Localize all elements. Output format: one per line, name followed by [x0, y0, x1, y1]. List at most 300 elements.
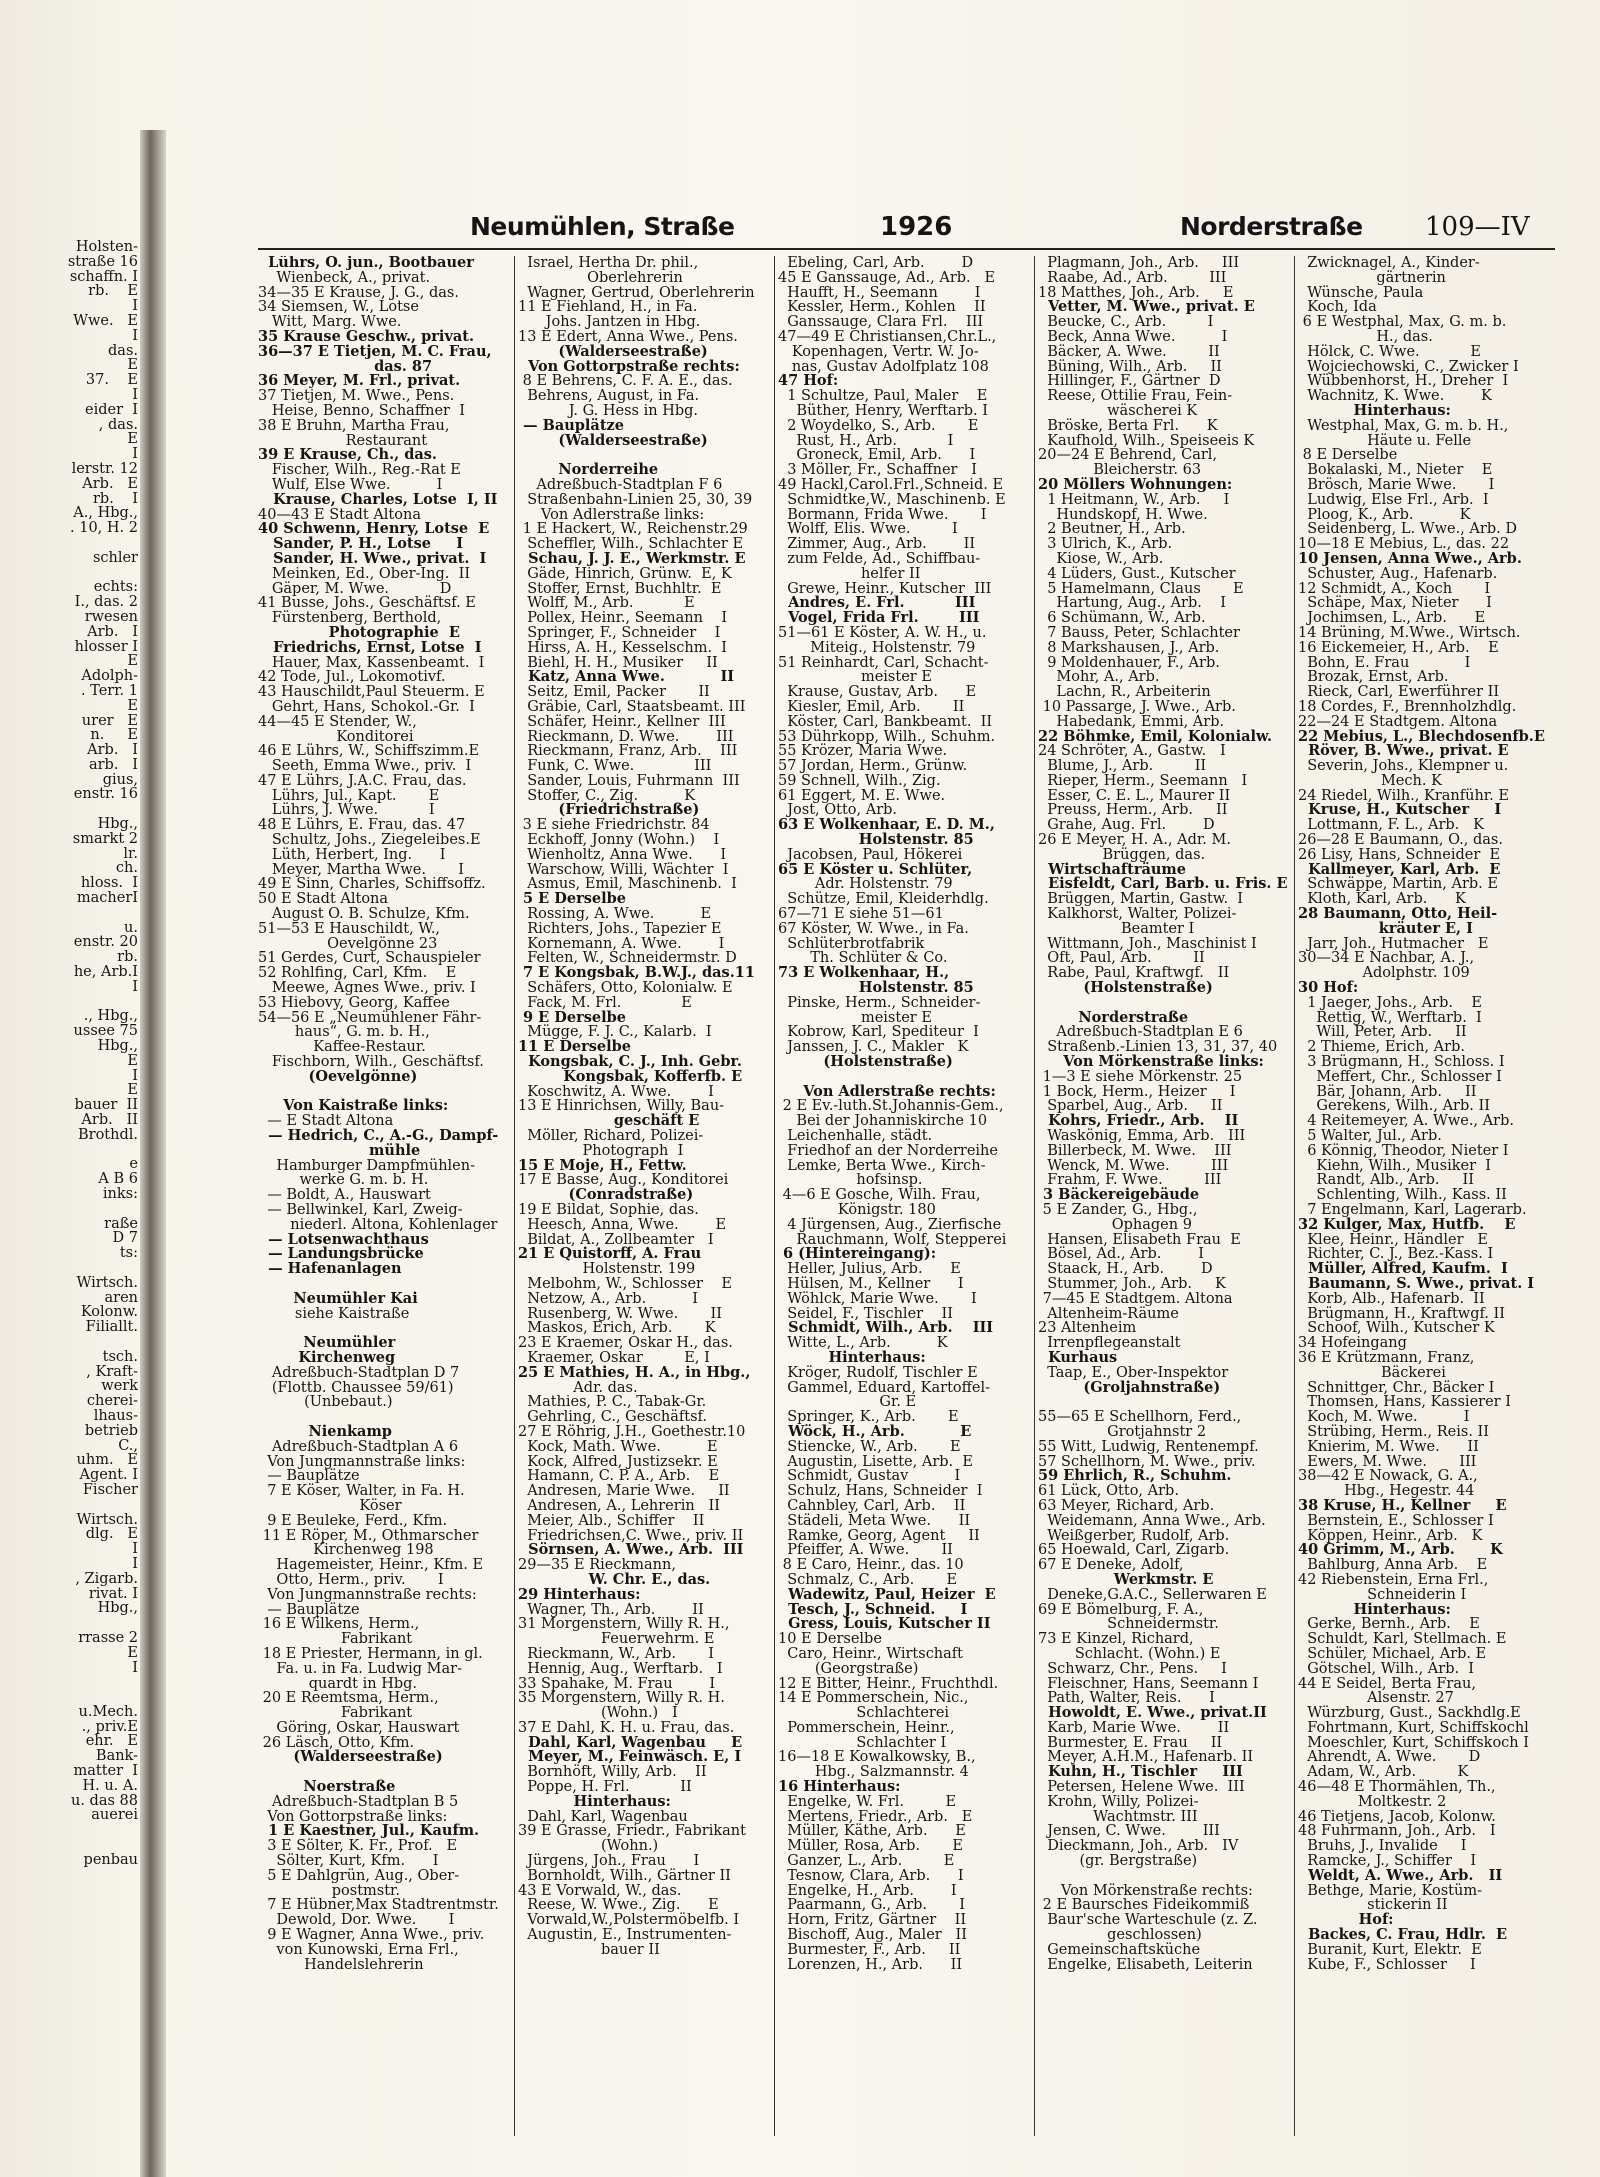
directory-entry: — Hedrich, C., A.-G., Dampf-: [258, 1127, 499, 1145]
directory-entry: Preuss, Herm., Arb. II: [1038, 802, 1228, 819]
directory-entry: 12 E Bitter, Heinr., Fruchthdl.: [778, 1675, 999, 1692]
directory-entry: Weldt, A. Wwe., Arb. II: [1298, 1866, 1503, 1884]
prev-page-line: cherei-: [86, 1393, 138, 1410]
directory-entry: Blume, J., Arb. II: [1038, 758, 1207, 775]
directory-entry: Wagner, Th., Arb. II: [518, 1601, 704, 1618]
prev-page-line: [0, 1690, 138, 1705]
directory-entry: Vorwald,W.,Polstermöbelfb. I: [518, 1912, 740, 1929]
directory-entry: 19 E Bildat, Sophie, das.: [518, 1202, 699, 1218]
directory-entry: 36—37 E Tietjen, M. C. Frau,: [258, 342, 492, 360]
directory-entry: 1 Heitmann, W., Arb. I: [1038, 491, 1230, 508]
directory-entry: (gr. Bergstraße): [1038, 1853, 1198, 1870]
prev-page-line: . Terr. 1: [80, 682, 138, 699]
prev-page-line: I: [132, 327, 138, 344]
directory-entry: Andres, E. Frl. III: [778, 594, 976, 612]
directory-entry: Jürgens, Joh., Frau I: [518, 1853, 700, 1870]
directory-entry: Wöhlck, Marie Wwe. I: [778, 1290, 977, 1307]
directory-entry: H., das.: [1298, 328, 1433, 345]
directory-entry: Kallmeyer, Karl, Arb. E: [1298, 860, 1501, 878]
directory-entry: 47 E Lührs, J.A.C. Frau, das.: [258, 772, 467, 789]
directory-entry: Seidel, F., Tischler II: [778, 1305, 953, 1322]
prev-page-line: penbau: [83, 1851, 138, 1868]
directory-entry: Habedank, Emmi, Arb.: [1038, 713, 1225, 730]
directory-entry: Lüth, Herbert, Ing. I: [258, 846, 446, 863]
directory-entry: Lottmann, F. L., Arb. K: [1298, 817, 1484, 834]
prev-page-line: Wirtsch.: [76, 1274, 138, 1291]
directory-entry: Irrenpflegeanstalt: [1038, 1335, 1181, 1352]
directory-entry: Tesch, J., Schneid. I: [778, 1600, 968, 1618]
directory-entry: Grewe, Heinr., Kutscher III: [778, 580, 992, 597]
directory-entry: Behrens, August, in Fa.: [518, 388, 700, 405]
directory-entry: 7 E Köser, Walter, in Fa. H.: [258, 1483, 465, 1500]
directory-entry: von Kunowski, Erna Frl.,: [258, 1941, 459, 1958]
prev-page-line: Adolph-: [81, 668, 138, 685]
prev-page-line: rwesen: [84, 608, 138, 625]
directory-entry: Von Mörkenstraße links:: [1038, 1053, 1264, 1071]
directory-entry: Frahm, F. Wwe. III: [1038, 1172, 1222, 1189]
prev-page-line: smarkt 2: [72, 830, 138, 847]
directory-entry: 42 Riebenstein, Erna Frl.,: [1298, 1571, 1489, 1588]
directory-entry: Von Mörkenstraße rechts:: [1038, 1882, 1253, 1899]
directory-entry: (Groljahnstraße): [1038, 1378, 1221, 1396]
directory-entry: — E Stadt Altona: [258, 1113, 394, 1130]
directory-entry: 73 E Kinzel, Richard,: [1038, 1631, 1194, 1648]
directory-entry: 28 Baumann, Otto, Heil-: [1298, 905, 1498, 923]
directory-entry: Sparbel, Aug., Arb. II: [1038, 1098, 1223, 1115]
directory-entry: 3 E Sölter, K. Fr., Prof. E: [258, 1838, 458, 1855]
directory-entry: Norderstraße: [1038, 1008, 1189, 1026]
directory-entry: 5 E Derselbe: [518, 890, 626, 908]
directory-entry: Sörnsen, A. Wwe., Arb. III: [518, 1541, 744, 1559]
directory-entry: Mohr, A., Arb.: [1038, 669, 1160, 686]
directory-entry: Moltkestr. 2: [1298, 1793, 1447, 1810]
directory-entry: 3 E siehe Friedrichstr. 84: [518, 817, 710, 834]
directory-entry: — Bauplätze: [258, 1468, 360, 1485]
directory-entry: Wachtmstr. III: [1038, 1808, 1198, 1825]
directory-entry: Schultz, Johs., Ziegeleibes.E: [258, 832, 481, 849]
directory-entry: 5 Walter, Jul., Arb.: [1298, 1128, 1442, 1145]
directory-entry: Paarmann, G., Arb. I: [778, 1897, 966, 1914]
directory-entry: Krause, Gustav, Arb. E: [778, 684, 977, 701]
directory-entry: Müller, Alfred, Kaufm. I: [1298, 1260, 1508, 1278]
directory-entry: Pinske, Herm., Schneider-: [778, 994, 981, 1011]
prev-page-line: E: [127, 1644, 138, 1661]
prev-page-line: rivat. I: [88, 1585, 138, 1602]
directory-entry: 31 Morgenstern, Willy R. H.,: [518, 1616, 730, 1633]
directory-entry: Neumühler: [258, 1334, 396, 1352]
directory-entry: August O. B. Schulze, Kfm.: [258, 906, 470, 923]
directory-entry: Hinterhaus:: [1298, 401, 1451, 419]
prev-page-line: werk: [101, 1378, 138, 1395]
directory-entry: 18 E Priester, Hermann, in gl.: [258, 1645, 483, 1662]
directory-entry: Lührs, O. jun., Bootbauer: [258, 256, 474, 271]
directory-entry: Poppe, H. Frl. II: [518, 1779, 692, 1796]
directory-entry: Lührs, J. Wwe. I: [258, 802, 435, 819]
directory-entry: Bleicherstr. 63: [1038, 462, 1202, 479]
prev-page-line: [0, 1675, 138, 1690]
directory-entry: (Holstenstraße): [778, 1053, 953, 1071]
directory-entry: 2 E Ev.-luth.St.Johannis-Gem.,: [778, 1098, 1004, 1115]
directory-entry: Schmalz, C., Arb. E: [778, 1571, 958, 1588]
directory-entry: 38 Kruse, H., Kellner E: [1298, 1496, 1507, 1514]
column-3: [778, 256, 1030, 2161]
directory-entry: 63 E Wolkenhaar, E. D. M.,: [778, 816, 995, 834]
directory-entry: 44—45 E Stender, W.,: [258, 713, 417, 730]
directory-entry: Biehl, H. H., Musiker II: [518, 654, 718, 671]
directory-entry: geschlossen): [1038, 1927, 1202, 1944]
directory-entry: Lührs, Jul., Kapt. E: [258, 787, 440, 804]
directory-entry: Th. Schlüter & Co.: [778, 950, 948, 967]
prev-page-line: E: [127, 697, 138, 714]
directory-entry: 46 Tietjens, Jacob, Kolonw.: [1298, 1808, 1496, 1825]
directory-entry: Norderreihe: [518, 461, 659, 479]
prev-page-line: lerstr. 12: [71, 460, 138, 477]
directory-entry: Fa. u. in Fa. Ludwig Mar-: [258, 1660, 462, 1677]
directory-entry: Kuhn, H., Tischler III: [1038, 1763, 1243, 1781]
directory-entry: 6 Könnig, Theodor, Nieter I: [1298, 1142, 1509, 1159]
directory-entry: Richters, Johs., Tapezier E: [518, 920, 722, 937]
directory-entry: Mech. K: [1298, 772, 1442, 789]
prev-page-line: enstr. 16: [73, 786, 138, 803]
directory-entry: Kessler, Herm., Kohlen II: [778, 299, 986, 316]
directory-entry: Friedrichsen,C. Wwe., priv. II: [518, 1527, 744, 1544]
directory-entry: mühle: [258, 1141, 421, 1159]
prev-page-line: u.Mech.: [78, 1703, 138, 1720]
directory-entry: Maskos, Erich, Arb. K: [518, 1320, 716, 1337]
directory-entry: 26 Läsch, Otto, Kfm.: [258, 1734, 415, 1751]
directory-entry: Kraemer, Oskar E, I: [518, 1349, 710, 1366]
directory-entry: Meffert, Chr., Schlosser I: [1298, 1068, 1502, 1085]
directory-entry: 2 Woydelko, S., Arb. E: [778, 417, 979, 434]
directory-entry: Oevelgönne 23: [258, 935, 438, 952]
directory-entry: Engelke, W. Frl. E: [778, 1793, 957, 1810]
prev-page-line: Kolonw.: [80, 1304, 138, 1321]
directory-entry: Jarr, Joh., Hutmacher E: [1298, 935, 1489, 952]
directory-entry: Bornhöft, Willy, Arb. II: [518, 1764, 707, 1781]
directory-entry: Wöck, H., Arb. E: [778, 1422, 972, 1440]
directory-entry: Schlacht. (Wohn.) E: [1038, 1645, 1221, 1662]
directory-entry: Schwarz, Chr., Pens. I: [1038, 1660, 1227, 1677]
prev-page-line: [0, 1202, 138, 1217]
directory-entry: Lemke, Berta Wwe., Kirch-: [778, 1157, 986, 1174]
directory-entry: Hbg., Hegestr. 44: [1298, 1483, 1475, 1500]
directory-entry: 45 E Ganssauge, Ad., Arb. E: [778, 269, 996, 286]
prev-page-line: lr.: [123, 845, 138, 862]
directory-entry: Dahl, Karl, Wagenbau E: [518, 1733, 743, 1751]
directory-entry: 3 Bäckereigebäude: [1038, 1186, 1200, 1204]
directory-entry: Ramke, Georg, Agent II: [778, 1527, 980, 1544]
directory-entry: Springer, F., Schneider I: [518, 624, 721, 641]
prev-page-line: Hbg.,: [97, 1600, 138, 1617]
prev-page-line: Filiallt.: [85, 1319, 138, 1336]
directory-entry: Mügge, F. J. C., Kalarb. I: [518, 1024, 712, 1041]
directory-entry: Rieckmann, D. Wwe. III: [518, 728, 734, 745]
directory-entry: — Bellwinkel, Karl, Zweig-: [258, 1202, 463, 1218]
directory-entry: meister E: [778, 1009, 932, 1026]
directory-entry: Rieck, Carl, Ewerführer II: [1298, 684, 1500, 701]
directory-entry: Brüggen, Martin, Gastw. I: [1038, 891, 1244, 908]
directory-entry: Andresen, A., Lehrerin II: [518, 1497, 720, 1514]
prev-page-line: I: [132, 1659, 138, 1676]
prev-page-line: hloss. I: [80, 875, 138, 892]
directory-entry: Karb, Marie Wwe. II: [1038, 1719, 1230, 1736]
directory-entry: Felten, W., Schneidermstr. D: [518, 950, 737, 967]
directory-entry: Adam, W., Arb. K: [1298, 1764, 1469, 1781]
directory-entry: Andresen, Marie Wwe. II: [518, 1483, 730, 1500]
directory-entry: Eisfeldt, Carl, Barb. u. Fris. E: [1038, 875, 1288, 893]
directory-entry: Kornemann, A. Wwe. I: [518, 935, 725, 952]
directory-entry: Dahl, Karl, Wagenbau: [518, 1808, 688, 1825]
directory-entry: 37 E Dahl, K. H. u. Frau, das.: [518, 1719, 735, 1736]
directory-entry: 48 Fuhrmann, Joh., Arb. I: [1298, 1823, 1496, 1840]
directory-entry: 22 Mebius, L., Blechdosenfb.E: [1298, 727, 1545, 745]
directory-entry: Meyer, A.H.M., Hafenarb. II: [1038, 1749, 1254, 1766]
directory-entry: Caro, Heinr., Wirtschaft: [778, 1645, 963, 1662]
directory-entry: Bornholdt, Wilh., Gärtner II: [518, 1867, 731, 1884]
directory-entry: Grahe, Aug. Frl. D: [1038, 817, 1215, 834]
header-year: 1926: [880, 212, 953, 242]
directory-entry: Adreßbuch-Stadtplan D 7: [258, 1364, 460, 1381]
directory-entry: helfer II: [778, 565, 921, 582]
directory-entry: 52 Rohlfing, Carl, Kfm. E: [258, 965, 457, 982]
directory-entry: Funk, C. Wwe. III: [518, 758, 712, 775]
directory-entry: Kirchenweg: [258, 1348, 396, 1366]
directory-entry: Köster, Carl, Bankbeamt. II: [778, 713, 993, 730]
directory-entry: — Hafenanlagen: [258, 1260, 402, 1278]
directory-entry: 59 Schnell, Wilh., Zig.: [778, 772, 941, 789]
directory-entry: Billerbeck, M. Wwe. III: [1038, 1142, 1232, 1159]
prev-page-line: urer E: [81, 712, 138, 729]
directory-entry: Path, Walter, Reis. I: [1038, 1690, 1215, 1707]
directory-entry: 67 Köster, W. Wwe., in Fa.: [778, 920, 969, 937]
directory-entry: Heller, Julius, Arb. E: [778, 1261, 961, 1278]
directory-entry: 4 Lüders, Gust., Kutscher: [1038, 565, 1236, 582]
directory-entry: Hillinger, F., Gärtner D: [1038, 373, 1221, 390]
directory-entry: hofsinsp.: [778, 1172, 923, 1189]
directory-entry: Bei der Johanniskirche 10: [778, 1113, 988, 1130]
directory-entry: niederl. Altona, Kohlenlager: [258, 1216, 498, 1233]
directory-entry: Hennig, Aug., Werftarb. I: [518, 1660, 723, 1677]
directory-entry: 11 E Röper, M., Othmarscher: [258, 1527, 479, 1544]
directory-entry: Fohrtmann, Kurt, Schiffskochl: [1298, 1719, 1529, 1736]
directory-entry: Schuldt, Karl, Stellmach. E: [1298, 1631, 1507, 1648]
prev-page-line: [0, 906, 138, 921]
prev-page-line: [0, 1823, 138, 1838]
directory-entry: Wojciechowski, C., Zwicker I: [1298, 358, 1519, 375]
directory-entry: 21 E Quistorff, A. Frau: [518, 1245, 702, 1263]
directory-entry: — Boldt, A., Hauswart: [258, 1187, 431, 1204]
directory-entry: 51—53 E Hauschildt, W.,: [258, 920, 440, 937]
directory-entry: 3 Ulrich, K., Arb.: [1038, 536, 1173, 553]
directory-entry: Kurhaus: [1038, 1348, 1118, 1366]
directory-entry: Schüler, Michael, Arb. E: [1298, 1645, 1487, 1662]
prev-page-line: I: [132, 386, 138, 403]
directory-entry: 7 E Hübner,Max Stadtrentmstr.: [258, 1897, 499, 1914]
directory-entry: Esser, C. E. L., Maurer II: [1038, 787, 1231, 804]
directory-entry: Gemeinschaftsküche: [1038, 1941, 1201, 1958]
directory-entry: 9 E Derselbe: [518, 1008, 626, 1026]
directory-entry: Schau, J. J. E., Werkmstr. E: [518, 549, 746, 567]
directory-entry: bauer II: [518, 1941, 660, 1958]
directory-entry: Jacobsen, Paul, Hökerei: [778, 846, 963, 863]
directory-entry: 7 Engelmann, Karl, Lagerarb.: [1298, 1202, 1527, 1218]
prev-page-line: rrasse 2: [78, 1629, 138, 1646]
directory-entry: Adreßbuch-Stadtplan F 6: [518, 476, 723, 493]
directory-entry: 34 Hofeingang: [1298, 1335, 1407, 1352]
directory-entry: Bösel, Ad., Arb. I: [1038, 1246, 1204, 1263]
prev-page-line: , Zigarb.: [75, 1570, 138, 1587]
directory-entry: Hinterhaus:: [518, 1792, 671, 1810]
directory-entry: Wünsche, Paula: [1298, 284, 1424, 301]
directory-entry: Israel, Hertha Dr. phil.,: [518, 256, 699, 271]
directory-entry: Kröger, Rudolf, Tischler E: [778, 1364, 978, 1381]
directory-entry: Von Gottorpstraße links:: [258, 1808, 448, 1825]
prev-page-line: Brothdl.: [77, 1126, 138, 1143]
directory-entry: Rieckmann, W., Arb. I: [518, 1645, 715, 1662]
directory-entry: 61 Lück, Otto, Arb.: [1038, 1483, 1179, 1500]
directory-entry: Reese, Ottilie Frau, Fein-: [1038, 388, 1233, 405]
directory-entry: Witt, Marg. Wwe.: [258, 314, 402, 331]
prev-page-line: E: [127, 653, 138, 670]
directory-entry: Kohrs, Friedr., Arb. II: [1038, 1112, 1239, 1130]
directory-entry: Wienholtz, Anna Wwe. I: [518, 846, 727, 863]
prev-page-line: n. E: [90, 727, 138, 744]
directory-entry: werke G. m. b. H.: [258, 1172, 429, 1189]
directory-entry: Wagner, Gertrud, Oberlehrerin: [518, 284, 755, 301]
directory-entry: Nienkamp: [258, 1422, 392, 1440]
directory-entry: Buranit, Kurt, Elektr. E: [1298, 1941, 1482, 1958]
prev-page-line: schler: [92, 549, 138, 566]
directory-entry: Klee, Heinr., Händler E: [1298, 1231, 1488, 1248]
prev-page-line: [0, 1498, 138, 1513]
directory-entry: Kopenhagen, Vertr. W. Jo-: [778, 343, 979, 360]
directory-entry: Backes, C. Frau, Hdlr. E: [1298, 1926, 1508, 1944]
directory-entry: das. 87: [258, 357, 433, 375]
directory-entry: 9 E Beuleke, Ferd., Kfm.: [258, 1512, 448, 1529]
prev-page-line: [0, 566, 138, 581]
directory-entry: Ganssauge, Clara Frl. III: [778, 314, 984, 331]
prev-page-line: E: [127, 431, 138, 448]
directory-entry: 1—3 E siehe Mörkenstr. 25: [1038, 1068, 1243, 1085]
directory-entry: Köser: [258, 1497, 402, 1514]
prev-page-line: Arb. I: [87, 742, 138, 759]
prev-page-line: das.: [108, 342, 138, 359]
directory-entry: Büning, Wilh., Arb. II: [1038, 358, 1222, 375]
directory-entry: Fürstenberg, Berthold,: [258, 610, 442, 627]
directory-entry: Oberlehrerin: [518, 269, 683, 286]
directory-entry: Dieckmann, Joh., Arb. IV: [1038, 1838, 1239, 1855]
directory-entry: Burmester, E. Frau II: [1038, 1734, 1223, 1751]
directory-entry: Feuerwehrm. E: [518, 1631, 715, 1648]
prev-page-line: ch.: [115, 860, 138, 877]
directory-entry: Adr. Holstenstr. 79: [778, 876, 953, 893]
prev-page-line: u. das 88: [71, 1792, 138, 1809]
directory-entry: 25 E Mathies, H. A., in Hbg.,: [518, 1363, 751, 1381]
prev-page-line: ts:: [119, 1245, 138, 1262]
directory-entry: Haufft, H., Seemann I: [778, 284, 981, 301]
directory-entry: 41 Busse, Johs., Geschäftsf. E: [258, 595, 476, 612]
directory-entry: Adreßbuch-Stadtplan A 6: [258, 1438, 459, 1455]
directory-entry: Krohn, Willy, Polizei-: [1038, 1793, 1199, 1810]
directory-entry: 49 E Sinn, Charles, Schiffsoffz.: [258, 876, 486, 893]
directory-entry: 1 Bock, Herm., Heizer I: [1038, 1083, 1236, 1100]
directory-entry: 43 E Vorwald, W., das.: [518, 1882, 682, 1899]
directory-entry: stickerin II: [1298, 1897, 1448, 1914]
directory-entry: 20 E Reemtsma, Herm.,: [258, 1690, 439, 1707]
directory-entry: Rauchmann, Wolf, Stepperei: [778, 1231, 1007, 1248]
directory-entry: Von Jungmannstraße rechts:: [258, 1586, 477, 1603]
directory-entry: Lachn, R., Arbeiterin: [1038, 684, 1211, 701]
directory-entry: Sander, Louis, Fuhrmann III: [518, 772, 740, 789]
directory-entry: Holstenstr. 85: [778, 979, 974, 997]
directory-entry: Bahlburg, Anna Arb. E: [1298, 1557, 1488, 1574]
directory-entry: Müller, Rosa, Arb. E: [778, 1838, 963, 1855]
directory-entry: Wenck, M. Wwe. III: [1038, 1157, 1229, 1174]
directory-entry: Rossing, A. Wwe. E: [518, 906, 712, 923]
directory-entry: 20—24 E Behrend, Carl,: [1038, 447, 1218, 464]
directory-entry: (Walderseestraße): [258, 1748, 443, 1766]
directory-entry: 29—35 E Rieckmann,: [518, 1557, 676, 1574]
directory-entry: Heesch, Anna, Wwe. E: [518, 1216, 727, 1233]
directory-entry: Ewers, M. Wwe. III: [1298, 1453, 1477, 1470]
directory-entry: (Walderseestraße): [518, 342, 708, 360]
directory-entry: Pfeiffer, A. Wwe. II: [778, 1542, 953, 1559]
directory-entry: Friedhof an der Norderreihe: [778, 1142, 998, 1159]
directory-entry: Wulf, Else Wwe. I: [258, 476, 443, 493]
directory-entry: Ebeling, Carl, Arb. D: [778, 256, 974, 271]
directory-entry: wäscherei K: [1038, 402, 1198, 419]
directory-entry: (Unbebaut.): [258, 1394, 393, 1411]
directory-entry: 42 Tode, Jul., Lokomotivf.: [258, 669, 446, 686]
directory-entry: 53 Dührkopp, Wilh., Schuhm.: [778, 728, 996, 745]
prev-page-line: E: [127, 357, 138, 374]
column-4: [1038, 256, 1290, 2161]
directory-entry: Beamter I: [1038, 920, 1195, 937]
prev-page-line: raße: [104, 1215, 138, 1232]
directory-entry: Scheffler, Wilh., Schlachter E: [518, 536, 744, 553]
directory-entry: Baumann, S. Wwe., privat. I: [1298, 1274, 1535, 1292]
directory-entry: Von Gottorpstraße rechts:: [518, 357, 740, 375]
directory-entry: Noerstraße: [258, 1778, 396, 1796]
directory-entry: Adolphstr. 109: [1298, 965, 1470, 982]
directory-entry: Jost, Otto, Arb.: [778, 802, 898, 819]
directory-entry: 10 E Derselbe: [778, 1631, 882, 1648]
prev-page-line: betrieb: [84, 1422, 138, 1439]
directory-entry: Schäfers, Otto, Kolonialw. E: [518, 980, 733, 997]
directory-entry: 3 Möller, Fr., Schaffner I: [778, 462, 978, 479]
directory-entry: 47—49 E Christiansen,Chr.L.,: [778, 328, 997, 345]
directory-entry: 7 E Kongsbak, B.W.J., das.11: [518, 964, 755, 982]
directory-entry: 1 E Kaestner, Jul., Kaufm.: [258, 1822, 480, 1840]
directory-entry: Stiencke, W., Arb. E: [778, 1438, 961, 1455]
directory-entry: Gr. E: [778, 1394, 917, 1411]
directory-entry: Restaurant: [258, 432, 428, 449]
directory-entry: 73 E Wolkenhaar, H.,: [778, 964, 950, 982]
prev-page-line: uhm. E: [76, 1452, 138, 1469]
directory-entry: Zimmer, Aug., Arb. II: [778, 536, 976, 553]
directory-entry: 6 (Hintereingang):: [778, 1245, 937, 1263]
directory-entry: Schmidt, Wilh., Arb. III: [778, 1319, 994, 1337]
directory-entry: Hülsen, M., Kellner I: [778, 1275, 964, 1292]
directory-entry: Fack, M. Frl. E: [518, 994, 692, 1011]
directory-entry: Vogel, Frida Frl. III: [778, 609, 980, 627]
directory-entry: Schneidermstr.: [1038, 1616, 1219, 1633]
directory-entry: postmstr.: [258, 1882, 400, 1899]
directory-entry: Bethge, Marie, Kostüm-: [1298, 1882, 1482, 1899]
directory-entry: quardt in Hbg.: [258, 1675, 418, 1692]
directory-entry: 4 Reitemeyer, A. Wwe., Arb.: [1298, 1113, 1514, 1130]
prev-page-line: C.,: [118, 1437, 138, 1454]
